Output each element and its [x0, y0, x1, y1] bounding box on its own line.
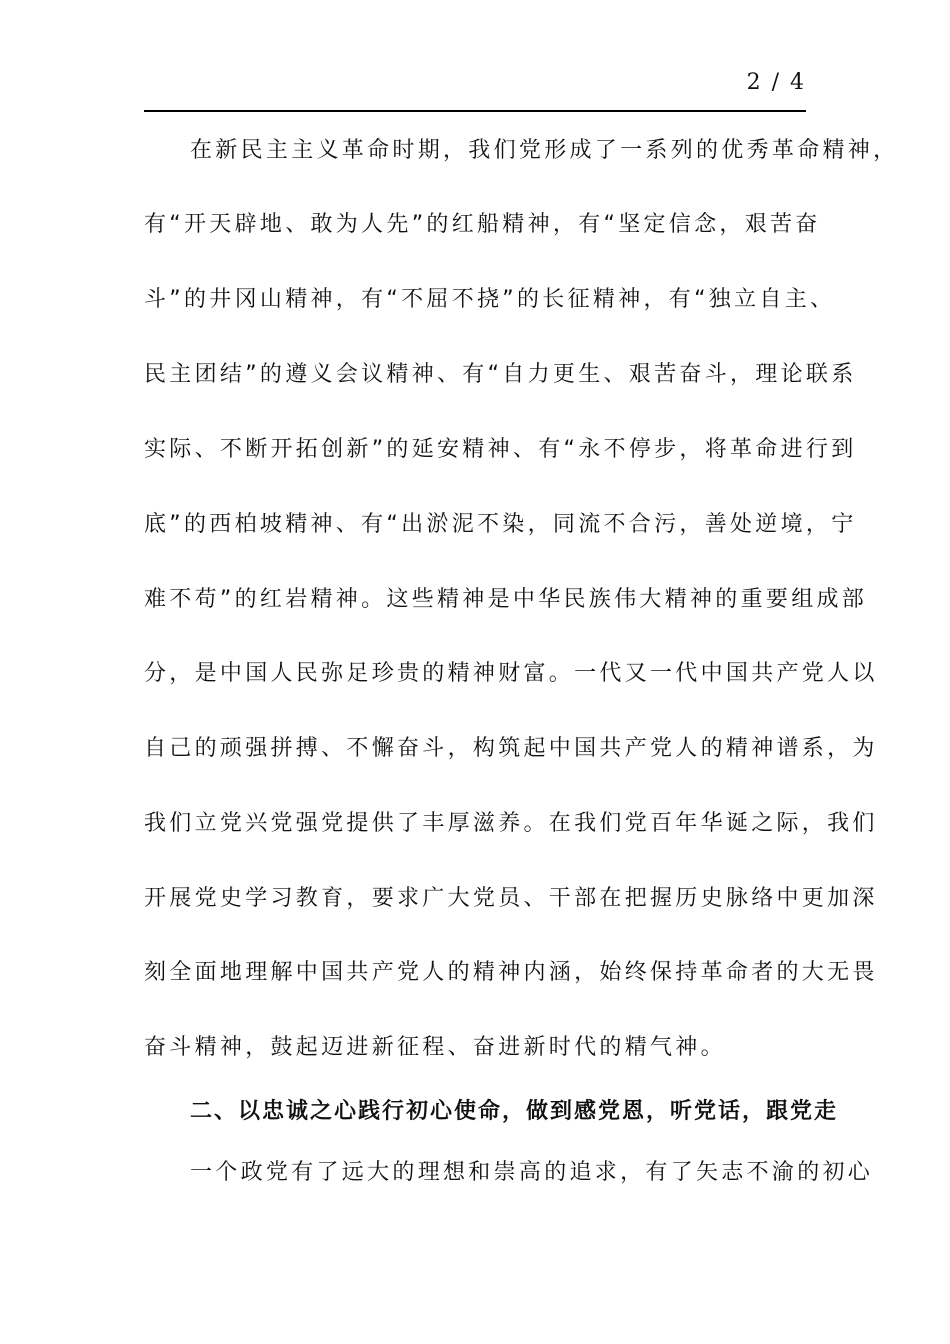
text-line: 奋斗精神，鼓起迈进新征程、奋进新时代的精气神。: [144, 1035, 726, 1060]
header-rule: [144, 110, 806, 112]
text-line: 在新民主主义革命时期，我们党形成了一系列的优秀革命精神，: [190, 138, 899, 163]
text-line: 自己的顽强拼搏、不懈奋斗，构筑起中国共产党人的精神谱系，为: [144, 736, 878, 761]
text-line: 底”的西柏坡精神、有“出淤泥不染，同流不合污，善处逆境，宁: [144, 512, 857, 537]
text-line: 分，是中国人民弥足珍贵的精神财富。一代又一代中国共产党人以: [144, 661, 878, 686]
section-heading: 二、以忠诚之心践行初心使命，做到感党恩，听党话，跟党走: [190, 1099, 839, 1124]
text-line: 一个政党有了远大的理想和崇高的追求，有了矢志不渝的初心: [190, 1160, 874, 1185]
text-line: 开展党史学习教育，要求广大党员、干部在把握历史脉络中更加深: [144, 886, 878, 911]
text-line: 难不苟”的红岩精神。这些精神是中华民族伟大精神的重要组成部: [144, 587, 868, 612]
text-line: 刻全面地理解中国共产党人的精神内涵，始终保持革命者的大无畏: [144, 960, 878, 985]
text-line: 民主团结”的遵义会议精神、有“自力更生、艰苦奋斗，理论联系: [144, 362, 857, 387]
text-line: 有“开天辟地、敢为人先”的红船精神，有“坚定信念，艰苦奋: [144, 212, 821, 237]
page-number: 2 / 4: [746, 70, 806, 95]
text-line: 斗”的井冈山精神，有“不屈不挠”的长征精神，有“独立自主、: [144, 287, 836, 312]
text-line: 我们立党兴党强党提供了丰厚滋养。在我们党百年华诞之际，我们: [144, 811, 878, 836]
text-line: 实际、不断开拓创新”的延安精神、有“永不停步，将革命进行到: [144, 437, 857, 462]
